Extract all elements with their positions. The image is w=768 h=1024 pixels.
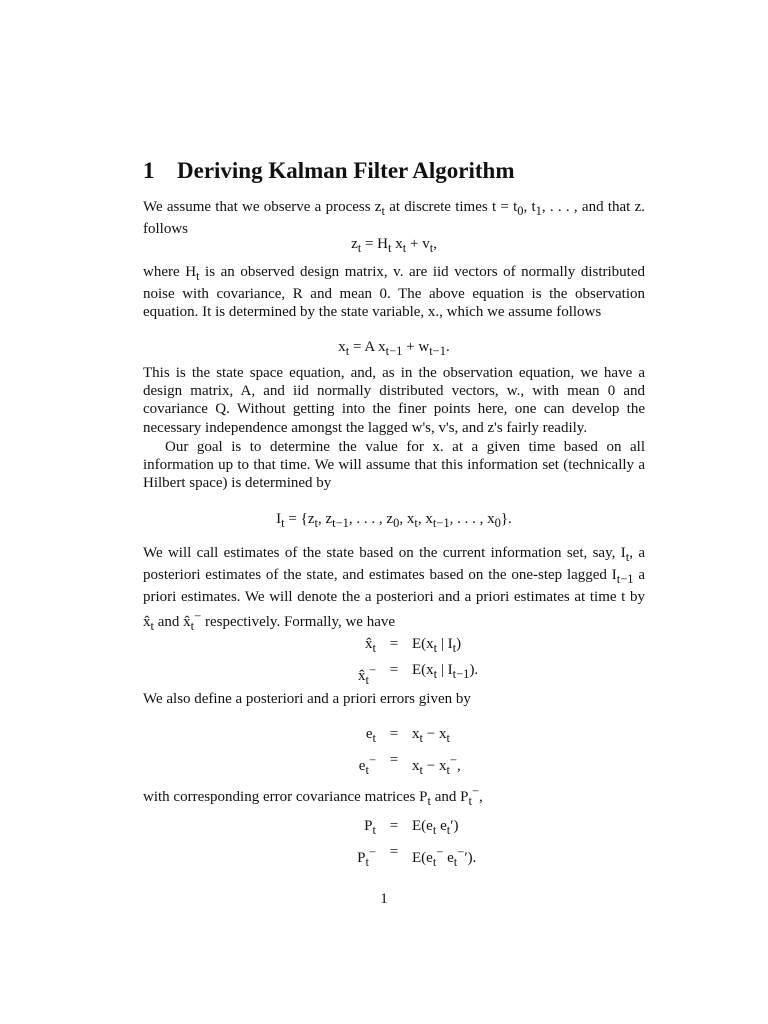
errors-equations	[143, 724, 645, 780]
equation-lhs-0: $e_t$	[365, 726, 376, 745]
paragraph-observation: where $H_t$ is an observed design matrix, v. are iid vectors of normally distributed noise with covariance, R and mean 0. The above equation is the observation equation. It is determined by the state variable, x., which we assume follows	[143, 264, 645, 321]
equation-op-0: =	[389, 726, 399, 742]
section-title: Deriving Kalman Filter Algorithm	[177, 158, 515, 183]
paragraph-covariances: with corresponding error covariance matrices $P_t$ and $P_t^-$,	[143, 784, 483, 808]
estimates-equations	[143, 634, 645, 690]
equation-lhs-0: $x̂_t$	[365, 636, 376, 655]
information-set-equation: $I_t = \{z_t$, $z_{t-1}$, . . . , $z_0$, $x_t$, $x_{t-1}$, . . . , $x_0$}.	[276, 511, 512, 530]
section-number: 1	[143, 158, 155, 183]
state-equation: $x_t = A$ $x_{t-1} + w_{t-1}$.	[338, 339, 450, 358]
equation-lhs-0: $P_t$	[364, 818, 376, 837]
equation-lhs-1: $x̂_t^-$	[357, 663, 376, 687]
section-heading	[143, 156, 515, 186]
paragraph-estimates: We will call estimates of the state based on the current information set, say, $I_t$, a posteriori estimates of the state, and estimates based on the one-step lagged $I_{t-1}$ a priori estimates. We will denote the a posteriori and a priori estimates at time t by $x̂_t$ and $x̂_t^-$ respectively. Formally, we have	[143, 545, 645, 633]
equation-rhs-1: $E(x_t$ | $I_{t-1}$).	[412, 662, 479, 681]
paragraph-errors: We also define a posteriori and a priori errors given by	[143, 691, 471, 707]
covariance-equations	[143, 816, 645, 872]
paragraph-intro: We assume that we observe a process $z_t$ at discrete times $t = t_0$, $t_1$, . . . , and that z. follows	[143, 199, 645, 238]
page-number: 1	[380, 891, 388, 907]
equation-rhs-1: $x_t - x_t^-$,	[412, 753, 461, 777]
equation-rhs-1: $E(e_t^-$ $e_t^-'$).	[412, 845, 477, 869]
paragraph-state: This is the state space equation, and, as in the observation equation, we have a design matrix, A, and iid normally distributed vectors, w., with mean 0 and covariance Q. Without getting into the finer points here, one can develop the necessary independence amongst the lagged w's, v's, and z's fairly readily.	[143, 365, 645, 436]
equation-rhs-0: $E(x_t$ | $I_t$)	[412, 636, 462, 655]
equation-op-0: =	[389, 636, 399, 652]
equation-lhs-1: $e_t^-$	[358, 753, 376, 777]
equation-op-1: =	[389, 752, 399, 768]
equation-op-1: =	[389, 662, 399, 678]
equation-op-1: =	[389, 844, 399, 860]
equation-rhs-0: $E(e_t$ $e_t'$)	[412, 818, 459, 837]
equation-rhs-0: $x_t - x_t$	[412, 726, 450, 745]
equation-op-0: =	[389, 818, 399, 834]
paragraph-goal: Our goal is to determine the value for x. at a given time based on all information up to that time. We will assume that this information set (technically a Hilbert space) is determined by	[143, 439, 645, 492]
observation-equation: $z_t = H_t$ $x_t + v_t$,	[351, 236, 437, 255]
equation-lhs-1: $P_t^-$	[357, 845, 376, 869]
